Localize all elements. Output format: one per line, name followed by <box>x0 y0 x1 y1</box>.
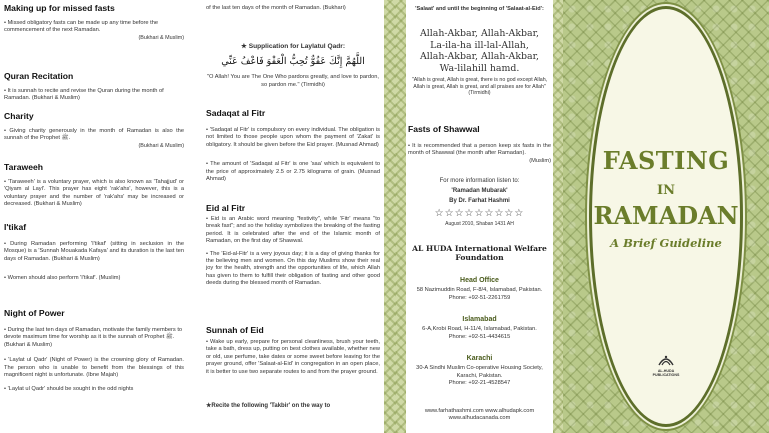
section-shawwal <box>408 124 551 165</box>
section-quran <box>4 68 184 103</box>
karachi-address-1: 30-A Sindhi Muslim Co-operative Housing Society, <box>416 365 543 372</box>
logo-text: AL-HUDA PUBLICATIONS <box>652 369 680 377</box>
head-office-phone: Phone: +92-51-2261759 <box>448 294 511 301</box>
cover-title-ramadan: RAMADAN <box>593 201 739 230</box>
text-sunnah-eid: • Wake up early, prepare for personal cleanliness, brush your teeth, take a bath, dress up, putting on best clothes available, whether new or old, use perfume, take dates or some sweet before leaving for the prayer ground, offer 'Salaat-al-Eid' in congregation in an open place, it is better to use two separate routes to and from the prayer ground. <box>206 339 380 375</box>
takbir-line: Wa-lilahill hamd. <box>439 62 520 74</box>
star-icon: ★ <box>240 43 247 50</box>
karachi-title: Karachi <box>466 355 493 362</box>
decorative-border <box>553 0 563 433</box>
websites-block <box>408 408 551 423</box>
speaker-name: By Dr. Farhat Hashmi <box>449 197 510 204</box>
heading-sadaqat: Sadaqat al Fitr <box>206 108 266 118</box>
text-charity: • Giving charity generously in the month of Ramadan is also the sunnah of the Prophet ﷺ. <box>4 128 184 142</box>
ref-missed-fasts: (Bukhari & Muslim) <box>138 34 184 41</box>
logo-icon <box>650 353 682 369</box>
text-eid-1: • Eid is an Arabic word meaning "festivity", while 'Fitr' means "to break fast"; and so the holiday symbolizes the breaking of the fasting period. It is celebrated after the end of the Islamic month of Ramadan, on the first day of Shawwal. <box>206 216 380 245</box>
heading-charity: Charity <box>4 111 34 121</box>
section-sunnah-eid <box>206 325 380 376</box>
heading-quran: Quran Recitation <box>4 71 74 81</box>
text-missed-fasts: • Missed obligatory fasts can be made up any time before the commencement of the next Ramadan. <box>4 20 159 34</box>
text-taraweeh: • 'Taraweeh' is a voluntary prayer, which is also known as 'Tahajjud' or 'Qiyam al Layl'. This prayer has eight 'rak'ahs', however, this is a voluntary prayer and the number of 'rak'ahs' may be increased or decreased. (Bukhari & Muslim) <box>4 179 184 208</box>
section-sadaqat <box>206 108 380 183</box>
supplication-arabic: اللَّهُمَّ إِنَّكَ عَفُوٌّ تُحِبُّ الْعَفْوَ فَاعْفُ عَنِّي <box>221 56 365 68</box>
info-line: For more information listen to: <box>439 178 520 184</box>
section-taraweeh <box>4 159 184 209</box>
panel-left <box>0 0 190 433</box>
takbir-ref: (Tirmidhi) <box>468 90 491 97</box>
ref-shawwal: (Muslim) <box>529 157 551 164</box>
karachi-block <box>408 355 551 388</box>
heading-sunnah-eid: Sunnah of Eid <box>206 325 264 335</box>
org-name: AL HUDA International Welfare <box>412 244 547 253</box>
takbir-line: La-ila-ha ill-lal-Allah, <box>430 39 529 51</box>
program-name: 'Ramadan Mubarak' <box>451 188 508 195</box>
panel-middle-right <box>406 0 553 433</box>
section-missed-fasts <box>4 0 184 42</box>
footer-takbir <box>206 403 330 410</box>
footer-takbir-text: Recite the following 'Takbir' on the way to <box>211 403 331 409</box>
takbir-block <box>408 28 551 98</box>
section-eid <box>206 203 380 288</box>
text-shawwal: • It is recommended that a person keep six fasts in the month of Shawwal (the month after Ramadan). <box>408 143 551 157</box>
supplication-title: Supplication for Laylatul Qadr: <box>248 43 346 50</box>
head-office-address: 58 Nazimuddin Road, F-8/4, Islamabad, Pakistan. <box>416 287 543 294</box>
supplication-block <box>206 43 380 89</box>
karachi-address-2: Karachi, Pakistan. <box>456 372 503 379</box>
website-links[interactable]: www.farhathashmi.com www.alhudapk.com <box>424 408 535 414</box>
heading-itikaf: I'tikaf <box>4 222 27 232</box>
text-night-3: • 'Laylat ul Qadr' should be sought in the odd nights <box>4 386 134 393</box>
takbir-line: Allah-Akbar, Allah-Akbar, <box>419 28 540 39</box>
section-night-of-power <box>4 305 184 394</box>
text-sadaqat-1: • 'Sadaqat al Fitr' is compulsory on every individual. The obligation is not limited to those people upon whom the payment of 'Zakat' is obligatory. It should be given before the Eid prayer. (Musnad Ahmad) <box>206 127 380 148</box>
text-night-2: • 'Laylat ul Qadr' (Night of Power) is the crowning glory of Ramadan. The person who is unable to benefit from the blessings of this magnificent night is unfortunate. (Ibne Majah) <box>4 357 184 379</box>
publisher-logo <box>650 353 682 377</box>
panel-middle-left <box>190 0 396 433</box>
decorative-border <box>396 0 406 433</box>
section-itikaf <box>4 219 184 283</box>
takbir-line: Allah-Akbar, Allah-Akbar, <box>419 51 540 62</box>
stars-divider: ☆☆☆☆☆☆☆☆☆ <box>434 208 525 220</box>
text-itikaf-women: • Women should also perform 'I'tikaf'. (Muslim) <box>4 275 121 282</box>
ref-charity: (Bukhari & Muslim) <box>138 142 184 149</box>
section-charity <box>4 108 184 150</box>
star-icon: ★ <box>206 403 212 409</box>
islamabad-address: 6-A,Krobi Road, H-11/4, Islamabad, Pakistan. <box>422 326 537 333</box>
text-night-1: • During the last ten days of Ramadan, motivate the family members to devote maximum time for worship as it is the sunnah of Prophet ﷺ. (Bukhari & Muslim) <box>4 327 183 348</box>
text-eid-2: • The 'Eid-al-Fitr' is a very joyous day; it is a day of giving thanks for the believing men and women. On this day Muslims show their real joy for the health, strength and the opportunities of life, which Allah has given to them to fulfill their obligation of fasting and other good deeds during the blessed month of Ramadan. <box>206 250 380 287</box>
cover-title-fasting: FASTING <box>602 146 730 175</box>
head-office-title: Head Office <box>460 277 499 284</box>
takbir-intro: 'Salaat' and until the beginning of 'Salaat-al-Eid': <box>415 6 544 12</box>
supplication-translation: "O Allah! You are The One Who pardons greatly, and love to pardon, so pardon me." (Tirmidhi) <box>207 74 379 88</box>
website-link-canada[interactable]: www.alhudacanada.com <box>448 415 511 422</box>
head-office-block <box>408 277 551 302</box>
islamabad-title: Islamabad <box>462 316 497 323</box>
karachi-phone: Phone: +92-21-4528547 <box>448 380 511 387</box>
publication-date: August 2010, Shaban 1431 AH <box>445 221 514 228</box>
decorative-border <box>384 0 396 433</box>
cover-title-in: IN <box>657 183 675 198</box>
text-intro: of the last ten days of the month of Ramadan. (Bukhari) <box>206 5 346 11</box>
takbir-translation: "Allah is great, Allah is great, there is no god except Allah, Allah is great, Allah is great, and all praises are for Allah" <box>411 77 548 90</box>
organization-block <box>408 244 551 262</box>
heading-eid: Eid al Fitr <box>206 203 246 213</box>
heading-taraweeh: Taraweeh <box>4 162 44 172</box>
cover-subtitle: A Brief Guideline <box>610 236 722 250</box>
info-block <box>408 178 551 229</box>
islamabad-phone: Phone: +92-51-4434615 <box>448 333 511 340</box>
text-itikaf: • During Ramadan performing 'I'tikaf' (sitting in seclusion in the Mosque) is a 'Sunnah Mouakada Kafaya' and its duration is the last ten days of Ramadan. (Bukhari & Muslim) <box>4 241 184 262</box>
text-quran: • It is sunnah to recite and revise the Quran during the month of Ramadan. (Bukhari & Muslim) <box>4 88 164 102</box>
heading-night-of-power: Night of Power <box>4 308 65 318</box>
cover-panel <box>563 0 769 433</box>
text-sadaqat-2: • The amount of 'Sadaqat al Fitr' is one 'saa' which is equivalent to the price of approximately 2.5 or 2.75 kilograms of grain. (Musnad Ahmad) <box>206 161 380 183</box>
islamabad-block <box>408 316 551 341</box>
org-name-2: Foundation <box>455 253 504 262</box>
heading-missed-fasts: Making up for missed fasts <box>4 3 115 13</box>
heading-shawwal: Fasts of Shawwal <box>408 124 480 134</box>
